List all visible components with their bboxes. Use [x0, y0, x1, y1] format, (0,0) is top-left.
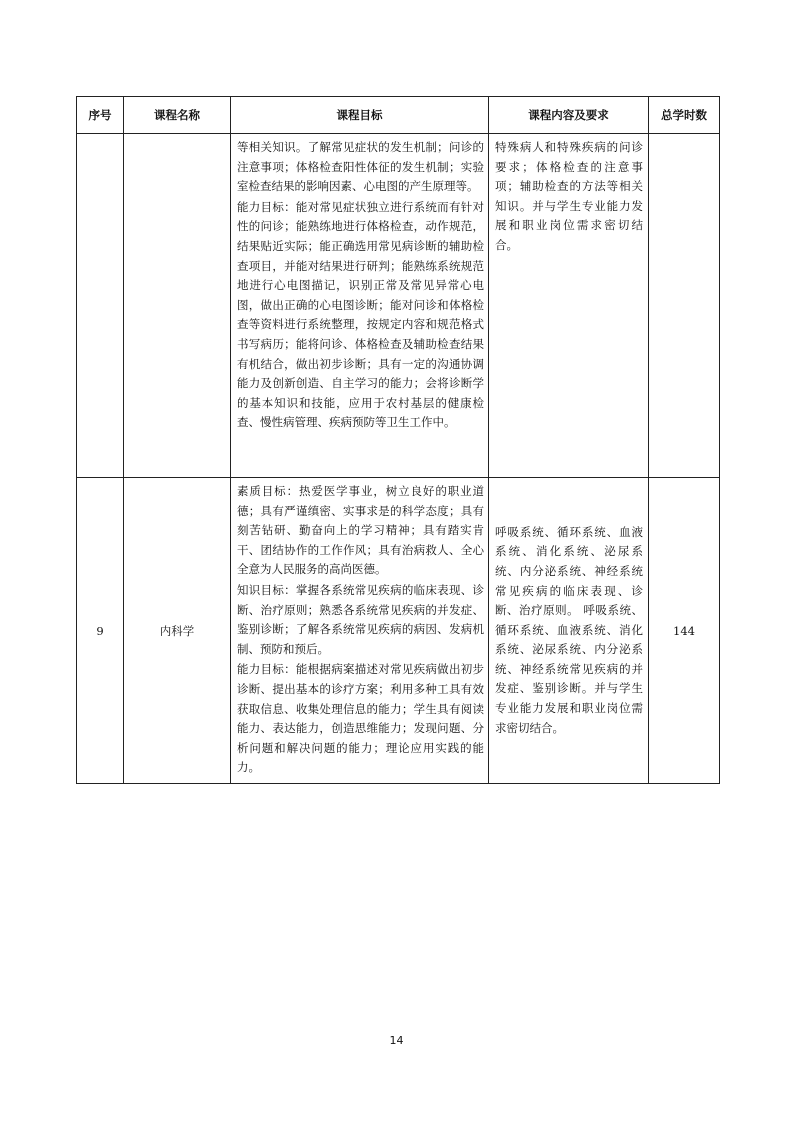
header-row: [77, 97, 720, 134]
goal-paragraph: 能力目标：能对常见症状独立进行系统而有针对性的问诊；能熟练地进行体格检查，动作规范，结果贴近实际；能正确选用常见病诊断的辅助检查项目，并能对结果进行研判；能熟练系统规范地进行心电图描记，识别正常及常见异常心电图，做出正确的心电图诊断；能对问诊和体格检查等资料进行系统整理，按规定内容和规范格式书写病历；能将问诊、体格检查及辅助检查结果有机结合，做出初步诊断；具有一定的沟通协调能力及创新创造、自主学习的能力；会将诊断学的基本知识和技能，应用于农村基层的健康检查、慢性病管理、疾病预防等卫生工作中。: [237, 199, 484, 430]
course-goals-cell: [231, 134, 489, 478]
header-course-content: 课程内容及要求: [489, 97, 649, 134]
goal-paragraph: 素质目标：热爱医学事业，树立良好的职业道德；具有严谨缜密、实事求是的科学态度；具有刻苦钻研、勤奋向上的学习精神；具有踏实肯干、团结协作的工作作风；具有治病救人、全心全意为人民服务的高尚医德。: [237, 484, 484, 577]
course-table: [76, 96, 720, 784]
course-content-cell: [489, 478, 649, 784]
goal-paragraph: 能力目标：能根据病案描述对常见疾病做出初步诊断、提出基本的诊疗方案；利用多种工具有效获取信息、收集处理信息的能力；学生具有阅读能力、表达能力，创造思维能力；发现问题、分析问题和解决问题的能力；理论应用实践的能力。: [237, 662, 484, 775]
content-text: 特殊病人和特殊疾病的问诊要求；体格检查的注意事项；辅助检查的方法等相关知识。并与学生专业能力发展和职业岗位需求密切结合。: [495, 140, 643, 252]
serial-no-cell: [77, 134, 124, 478]
course-content-cell: [489, 134, 649, 478]
header-serial-no: 序号: [77, 97, 124, 134]
header-course-goals: 课程目标: [231, 97, 489, 134]
goal-paragraph: 知识目标：掌握各系统常见疾病的临床表现、诊断、治疗原则；熟悉各系统常见疾病的并发症、鉴别诊断；了解各系统常见疾病的病因、发病机制、预防和预后。: [237, 582, 484, 656]
course-goals-cell: [231, 478, 489, 784]
total-hours-cell: [649, 134, 720, 478]
header-course-name: 课程名称: [124, 97, 231, 134]
total-hours-cell: 144: [649, 478, 720, 784]
serial-no-cell: 9: [77, 478, 124, 784]
course-name-cell: 内科学: [124, 478, 231, 784]
content-text: 呼吸系统、循环系统、血液系统、消化系统、泌尿系统、内分泌系统、神经系统常见疾病的临床表现、诊断、治疗原则。 呼吸系统、循环系统、血液系统、消化系统、泌尿系统、内分泌系统、神经系统常见疾病的并发症、鉴别诊断。并与学生专业能力发展和职业岗位需求密切结合。: [495, 524, 643, 735]
header-total-hours: 总学时数: [649, 97, 720, 134]
goal-paragraph: 等相关知识。了解常见症状的发生机制；问诊的注意事项；体格检查阳性体征的发生机制；实验室检查结果的影响因素、心电图的产生原理等。: [237, 140, 484, 194]
page-number: 14: [389, 1034, 404, 1047]
table-row: [77, 478, 720, 784]
table-row: [77, 134, 720, 478]
course-name-cell: [124, 134, 231, 478]
